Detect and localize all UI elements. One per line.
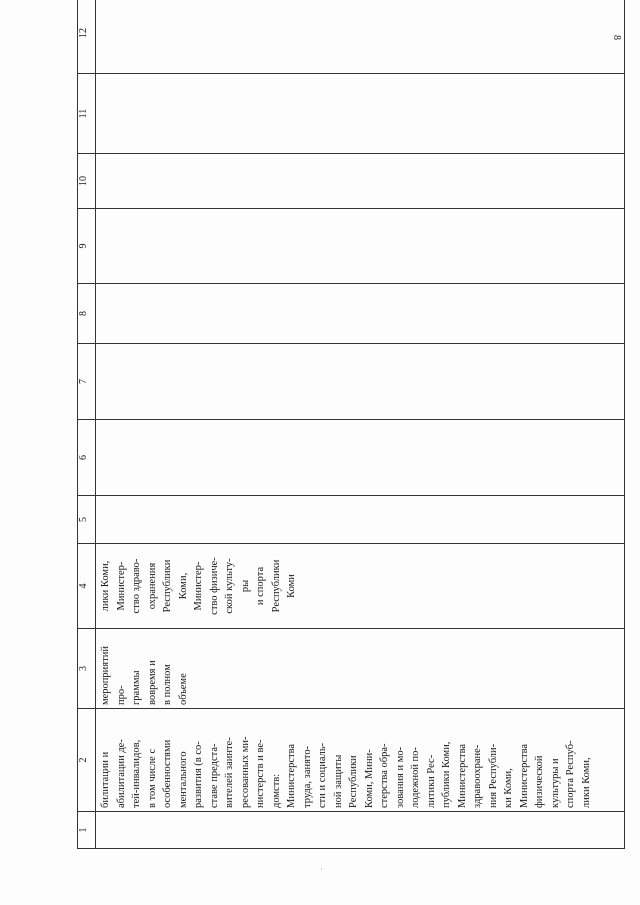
page-number: 8 [611,35,622,40]
cell-col-10 [96,154,625,209]
table-row [96,0,625,849]
cell-col-7 [96,344,625,420]
cell-text-col-12 [96,0,100,73]
program-table [77,0,625,849]
cell-text-col-1 [96,812,100,848]
cell-col-5 [96,496,625,544]
column-header-3: 3 [78,629,96,709]
rotated-table-wrapper [77,28,622,849]
column-header-5: 5 [78,496,96,544]
column-header-10: 10 [78,154,96,209]
cell-text-col-11 [96,74,100,153]
cell-col-9 [96,209,625,284]
column-header-4: 4 [78,544,96,629]
cell-col-2 [96,709,625,812]
cell-text-col-5 [96,496,100,543]
cell-text-col-3: мероприятий про- граммы вовремя и в полном объеме [100,646,189,705]
cell-text-col-2: билитации и абилитации де- тей-инвалидов, в том числе с особенностями ментального развития (в со- ставе предста- вителей заинте- ресованных ми- нистерств и ве- домств: Министерства труда, занято- сти и социаль- ной защиты Республики Коми, Мини- стерства обра- зования и мо- лодежной по- литики Рес- публики Коми, Министерства здравоохране- ния Республи- ки Коми, Министерства физической культуры и спорта Респуб- лики Коми, [100,736,592,808]
cell-text-col-10 [96,154,100,208]
cell-text-col-4: лики Коми, Министер- ство здраво- охранения Республики Коми, Министер- ство физиче- ской культу- ры и спорта Республики Коми [100,557,297,615]
column-header-6: 6 [78,420,96,496]
column-header-12: 12 [78,0,96,74]
header-row [78,0,96,849]
cell-col-3 [96,629,625,709]
column-header-1: 1 [78,812,96,849]
cell-text-col-7 [96,344,100,419]
cell-text-col-6 [96,420,100,495]
cell-text-col-8 [96,284,100,343]
column-header-8: 8 [78,284,96,344]
cell-col-1 [96,812,625,849]
cell-col-12 [96,0,625,74]
column-header-11: 11 [78,74,96,154]
cell-text-col-9 [96,209,100,283]
column-header-7: 7 [78,344,96,420]
cell-col-11 [96,74,625,154]
cell-col-6 [96,420,625,496]
scan-artifact-dot: · [320,865,323,874]
column-header-9: 9 [78,209,96,284]
cell-col-8 [96,284,625,344]
cell-col-4 [96,544,625,629]
column-header-2: 2 [78,709,96,812]
